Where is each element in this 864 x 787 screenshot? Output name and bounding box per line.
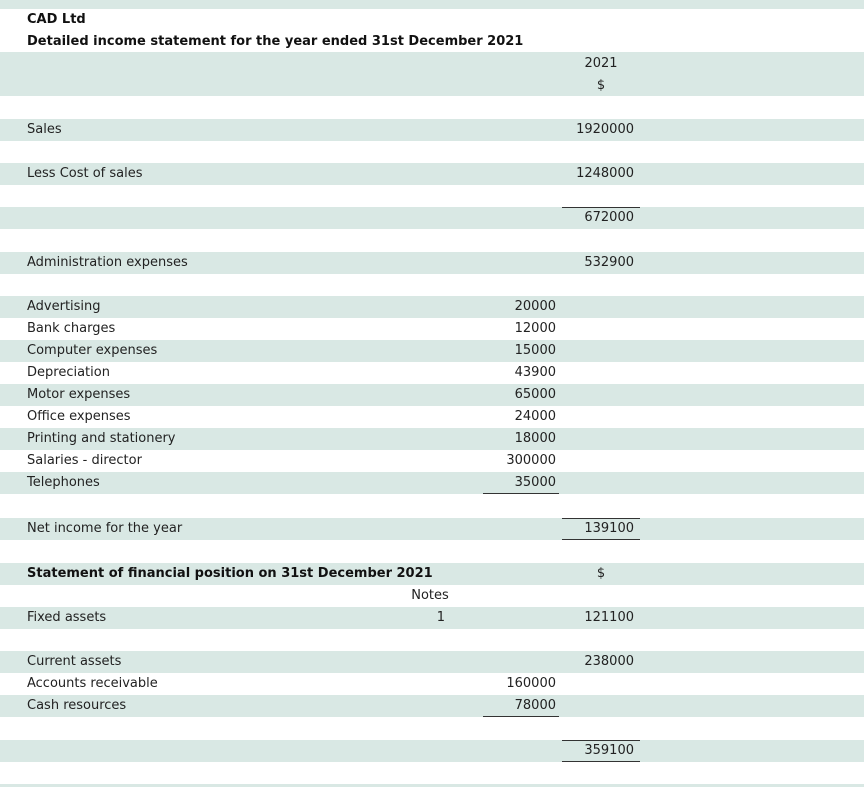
cash-row bbox=[0, 695, 864, 717]
expense-value: 300000 bbox=[506, 453, 556, 468]
sfp-currency: $ bbox=[596, 566, 606, 581]
net-income-row bbox=[0, 518, 864, 540]
total-assets-value: 359100 bbox=[584, 743, 634, 758]
fixed-assets-value: 121100 bbox=[584, 610, 634, 625]
expense-row bbox=[0, 340, 864, 362]
admin-expenses-value: 532900 bbox=[584, 255, 634, 270]
expense-value: 12000 bbox=[514, 321, 556, 336]
expense-label: Motor expenses bbox=[27, 387, 131, 402]
current-assets-value: 238000 bbox=[584, 654, 634, 669]
receivable-value: 160000 bbox=[506, 676, 556, 691]
expense-row bbox=[0, 428, 864, 450]
expense-value: 24000 bbox=[514, 409, 556, 424]
current-assets-label: Current assets bbox=[27, 654, 122, 669]
expense-row bbox=[0, 472, 864, 494]
cost-of-sales-row bbox=[0, 163, 864, 185]
expense-value: 18000 bbox=[514, 431, 556, 446]
sales-value: 1920000 bbox=[576, 122, 634, 137]
expense-label: Printing and stationery bbox=[27, 431, 176, 446]
expense-row bbox=[0, 406, 864, 428]
fixed-assets-label: Fixed assets bbox=[27, 610, 107, 625]
column-header-row bbox=[0, 52, 864, 96]
expense-value: 35000 bbox=[514, 475, 556, 490]
statement-title: Detailed income statement for the year ended 31st December 2021 bbox=[27, 34, 524, 49]
expense-label: Bank charges bbox=[27, 321, 116, 336]
gross-profit-value: 672000 bbox=[584, 210, 634, 225]
expense-label: Office expenses bbox=[27, 409, 131, 424]
expense-row bbox=[0, 384, 864, 406]
admin-expenses-row bbox=[0, 252, 864, 274]
expense-value: 43900 bbox=[514, 365, 556, 380]
sales-row bbox=[0, 119, 864, 141]
receivable-row bbox=[0, 673, 864, 695]
header-row bbox=[0, 31, 864, 53]
year-header: 2021 bbox=[584, 56, 618, 71]
expense-value: 65000 bbox=[514, 387, 556, 402]
expense-label: Depreciation bbox=[27, 365, 110, 380]
sfp-title-row bbox=[0, 563, 864, 585]
cash-value: 78000 bbox=[514, 698, 556, 713]
admin-expenses-label: Administration expenses bbox=[27, 255, 188, 270]
expense-value: 20000 bbox=[514, 299, 556, 314]
sales-label: Sales bbox=[27, 122, 62, 137]
expense-value: 15000 bbox=[514, 343, 556, 358]
header-row bbox=[0, 9, 864, 31]
total-rule bbox=[562, 539, 640, 540]
expense-row bbox=[0, 362, 864, 384]
company-name: CAD Ltd bbox=[27, 12, 86, 27]
net-income-label: Net income for the year bbox=[27, 521, 183, 536]
subtotal-rule bbox=[483, 716, 559, 717]
expense-row bbox=[0, 296, 864, 318]
total-rule bbox=[562, 761, 640, 762]
sfp-title: Statement of financial position on 31st December 2021 bbox=[27, 566, 433, 581]
cost-of-sales-label: Less Cost of sales bbox=[27, 166, 143, 181]
cost-of-sales-value: 1248000 bbox=[576, 166, 634, 181]
expense-row bbox=[0, 450, 864, 472]
subtotal-rule bbox=[483, 493, 559, 494]
expense-label: Salaries - director bbox=[27, 453, 142, 468]
current-assets-row bbox=[0, 651, 864, 673]
expense-label: Computer expenses bbox=[27, 343, 158, 358]
currency-header: $ bbox=[596, 78, 606, 93]
band-row bbox=[0, 0, 864, 9]
receivable-label: Accounts receivable bbox=[27, 676, 158, 691]
expense-label: Advertising bbox=[27, 299, 101, 314]
cash-label: Cash resources bbox=[27, 698, 127, 713]
fixed-assets-row bbox=[0, 607, 864, 629]
expense-label: Telephones bbox=[27, 475, 100, 490]
gross-profit-row bbox=[0, 207, 864, 229]
fixed-assets-note: 1 bbox=[436, 610, 445, 625]
net-income-value: 139100 bbox=[584, 521, 634, 536]
notes-header-row bbox=[0, 585, 864, 607]
total-assets-row bbox=[0, 740, 864, 762]
expense-row bbox=[0, 318, 864, 340]
notes-header: Notes bbox=[411, 588, 449, 603]
